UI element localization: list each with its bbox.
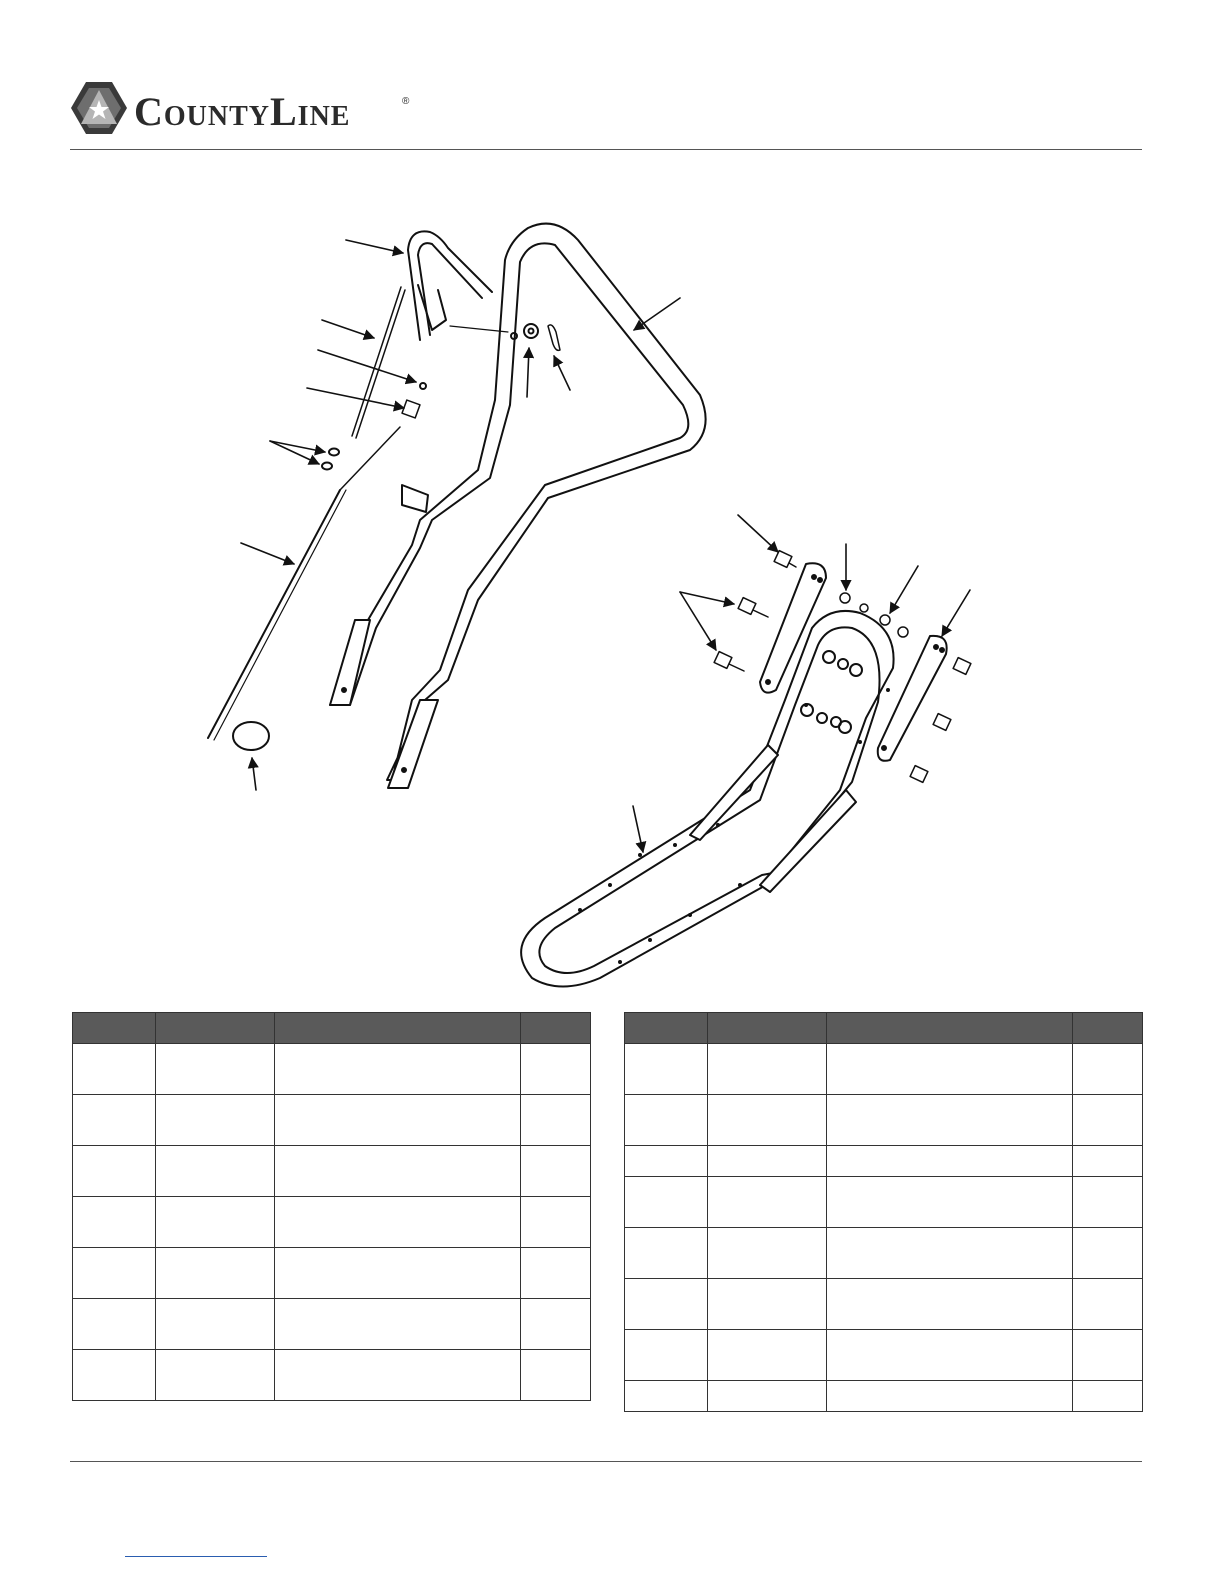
- lower-handle: [521, 611, 893, 987]
- table-row: [73, 1044, 591, 1095]
- drive-cable: [208, 427, 400, 750]
- table-row: [73, 1299, 591, 1350]
- table-row: [73, 1197, 591, 1248]
- table-row: [625, 1330, 1143, 1381]
- handle-brackets: [760, 563, 947, 761]
- small-hardware: [322, 324, 560, 470]
- footer-rule: [70, 1461, 1142, 1462]
- table-row: [625, 1279, 1143, 1330]
- table-row: [625, 1381, 1143, 1412]
- callout-arrows: [241, 240, 970, 852]
- table-row: [625, 1228, 1143, 1279]
- parts-table-left: [72, 1012, 591, 1401]
- table-header-row: [625, 1013, 1143, 1044]
- table-row: [73, 1350, 591, 1401]
- control-rod: [352, 287, 405, 438]
- table-row: [625, 1044, 1143, 1095]
- table-header-row: [73, 1013, 591, 1044]
- upper-handle: [330, 224, 706, 788]
- brand-wordmark: CountyLine: [134, 89, 351, 134]
- exploded-parts-diagram: [180, 200, 1060, 1000]
- table-row: [625, 1146, 1143, 1177]
- table-row: [73, 1146, 591, 1197]
- table-row: [625, 1177, 1143, 1228]
- registered-mark: ®: [402, 96, 410, 107]
- star-triangle-logo-icon: [70, 80, 128, 136]
- footer-link-underline[interactable]: [125, 1556, 267, 1557]
- header-rule: [70, 149, 1142, 150]
- table-row: [625, 1095, 1143, 1146]
- table-row: [73, 1248, 591, 1299]
- parts-table-right: [624, 1012, 1143, 1412]
- control-bail: [408, 231, 508, 340]
- table-row: [73, 1095, 591, 1146]
